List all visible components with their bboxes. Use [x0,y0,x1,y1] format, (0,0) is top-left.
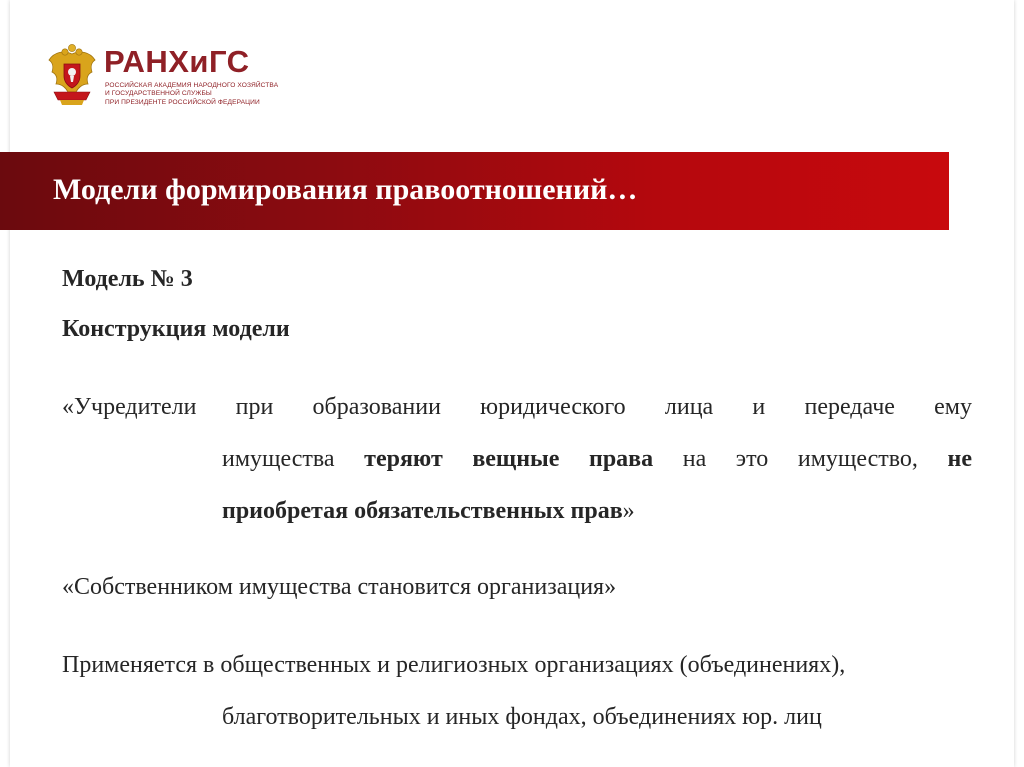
construction-label: Конструкция модели [62,316,290,342]
logo [46,44,279,112]
quote2: «Собственником имущества становится организация» [62,574,617,600]
applied-line2: благотворительных и иных фондах, объединениях юр. лиц [222,704,822,730]
quote1-closing-quote: » [622,498,635,524]
title-band [0,152,949,230]
logo-subtitle-line: РОССИЙСКАЯ АКАДЕМИЯ НАРОДНОГО ХОЗЯЙСТВА [105,82,279,89]
quote1-bold-obligations: приобретая обязательственных прав [222,498,623,524]
quote1-line2 [222,446,972,473]
double-headed-eagle-emblem-icon [46,44,98,108]
slide-title: Модели формирования правоотношений… [53,173,638,206]
logo-name: РАНХиГС [104,44,250,79]
logo-subtitle-line: И ГОСУДАРСТВЕННОЙ СЛУЖБЫ [105,90,212,98]
model-number: Модель № 3 [62,266,193,292]
quote1-text: имущества [222,446,365,472]
logo-subtitle [105,82,278,107]
quote1-bold-lost-rights: теряют вещные права [364,446,654,472]
quote1-text: на это имущество, [653,446,948,472]
quote1-line3 [222,498,635,525]
quote1-bold-not: не [947,446,972,472]
quote1-line1: «Учредители при образовании юридического лица и передаче ему [62,394,972,420]
logo-subtitle-line: ПРИ ПРЕЗИДЕНТЕ РОССИЙСКОЙ ФЕДЕРАЦИИ [105,98,260,106]
applied-line1: Применяется в общественных и религиозных организациях (объединениях), [62,652,846,678]
